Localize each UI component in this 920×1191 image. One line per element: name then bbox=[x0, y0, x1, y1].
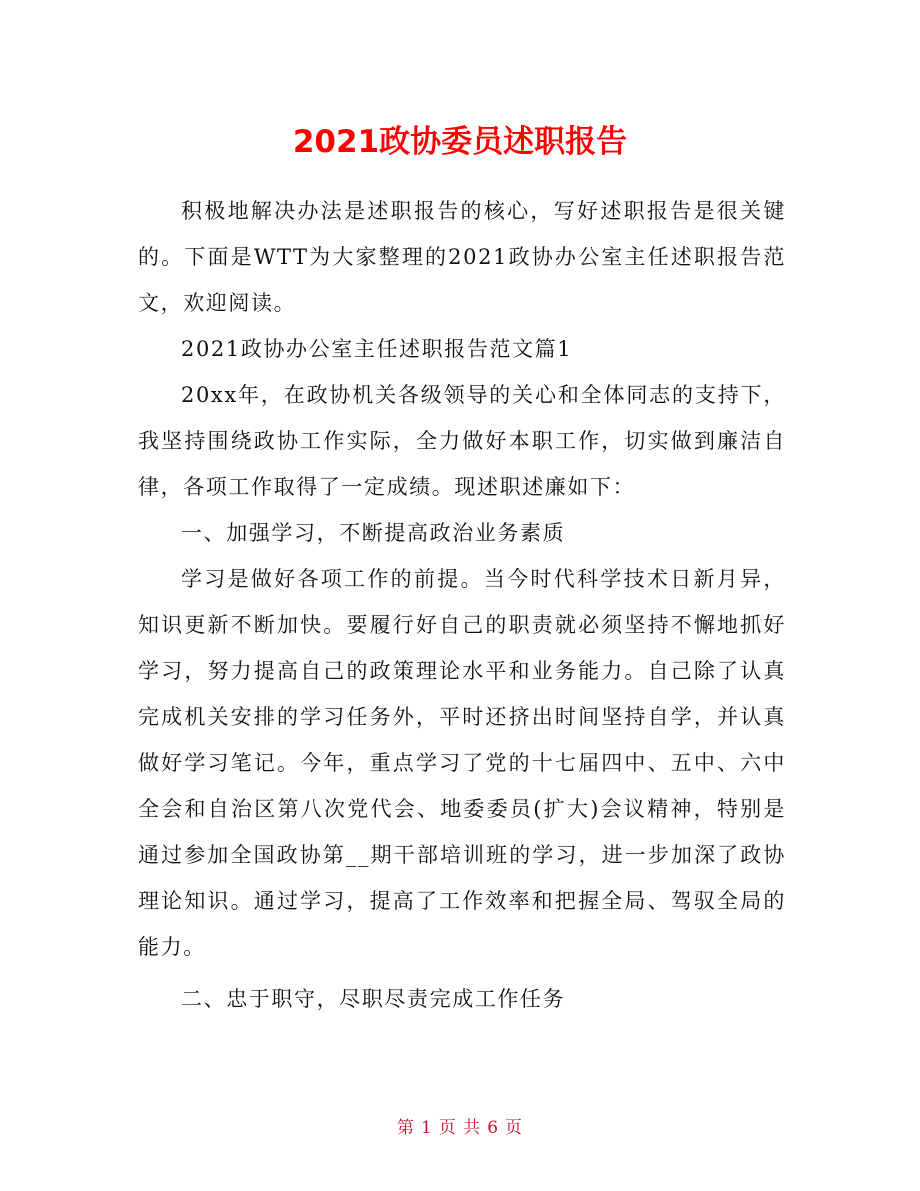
section-heading-study: 一、加强学习，不断提高政治业务素质 bbox=[181, 521, 566, 545]
section-heading-article: 2021政协办公室主任述职报告范文篇1 bbox=[181, 337, 573, 361]
footer-page-number: 1 bbox=[420, 1118, 433, 1138]
opening-paragraph: 20xx年，在政协机关各级领导的关心和全体同志的支持下，我坚持围绕政协工作实际，全力做好本职工作，切实做到廉洁自律，各项工作取得了一定成绩。现述职述廉如下： bbox=[138, 383, 786, 499]
footer-suffix: 页 bbox=[505, 1118, 524, 1138]
study-paragraph: 学习是做好各项工作的前提。当今时代科学技术日新月异，知识更新不断加快。要履行好自己的职责就必须坚持不懈地抓好学习，努力提高自己的政策理论水平和业务能力。自己除了认真完成机关安排的学习任务外，平时还挤出时间坚持自学，并认真做好学习笔记。今年，重点学习了党的十七届四中、五中、六中全会和自治区第八次党代会、地委委员(扩大)会议精神，特别是通过参加全国政协第__期干部培训班的学习，进一步加深了政协理论知识。通过学习，提高了工作效率和把握全局、驾驭全局的能力。 bbox=[138, 567, 786, 959]
footer-middle: 页 共 bbox=[438, 1118, 482, 1138]
document-title: 2021政协委员述职报告 bbox=[292, 124, 628, 160]
section-heading-duty: 二、忠于职守，尽职尽责完成工作任务 bbox=[181, 987, 566, 1011]
footer-prefix: 第 bbox=[396, 1118, 415, 1138]
document-body bbox=[138, 188, 786, 1022]
footer-total-pages: 6 bbox=[487, 1118, 500, 1138]
intro-paragraph: 积极地解决办法是述职报告的核心，写好述职报告是很关键的。下面是WTT为大家整理的2021政协办公室主任述职报告范文，欢迎阅读。 bbox=[138, 199, 786, 315]
page-footer bbox=[0, 1113, 920, 1138]
